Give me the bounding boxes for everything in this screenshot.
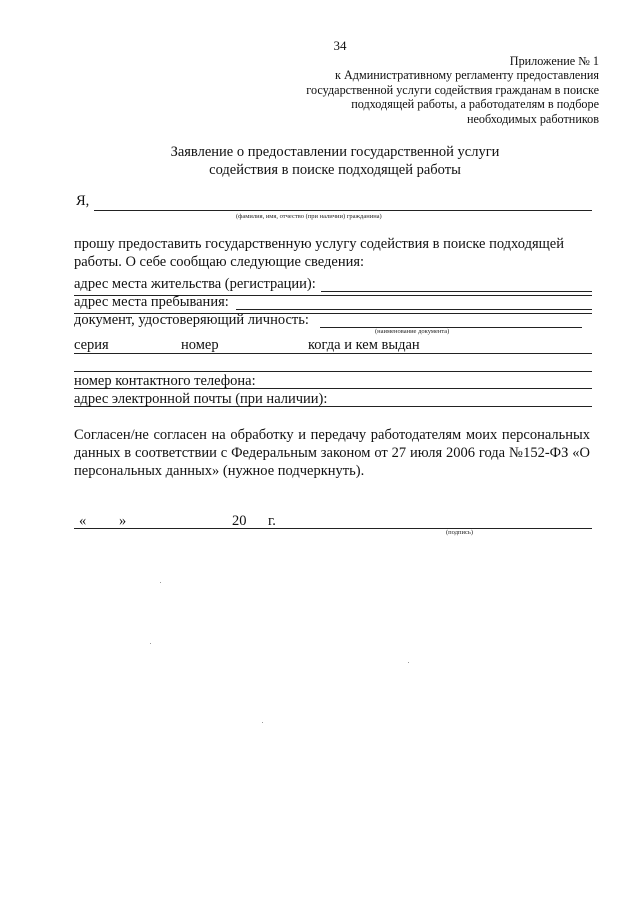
phone-field-line[interactable] [74, 388, 592, 389]
consent-paragraph: Согласен/не согласен на обработку и передачу работодателям моих персональных данных в соответствии с Федеральным законом от 27 июля 2006 года №152-ФЗ «О персональных данных» (нужное подчеркнуть). [74, 427, 590, 479]
appendix-block [306, 54, 599, 126]
residence-address-field-line[interactable] [321, 291, 592, 292]
appendix-line: необходимых работников [466, 111, 599, 126]
scan-speck [150, 643, 151, 644]
id-document-field-line[interactable] [320, 327, 582, 328]
request-text-line-1: прошу предоставить государственную услугу содействия в поиске подходящей [74, 236, 564, 252]
date-open-quote: « [79, 513, 87, 529]
appendix-line: подходящей работы, а работодателям в подборе [351, 97, 599, 112]
document-title [0, 143, 640, 179]
date-close-quote: » [119, 513, 127, 529]
fio-hint: (фамилия, имя, отчество (при наличии) гражданина) [236, 213, 382, 220]
document-title-line-2: содействия в поиске подходящей работы [209, 162, 461, 178]
id-details-extra-line[interactable] [74, 371, 592, 372]
stay-address-field-line[interactable] [236, 309, 592, 310]
year-suffix: г. [268, 513, 276, 529]
email-label: адрес электронной почты (при наличии): [74, 391, 328, 407]
residence-address-label: адрес места жительства (регистрации): [74, 276, 316, 292]
page-number: 34 [333, 38, 347, 53]
year-prefix: 20 [232, 513, 247, 529]
scan-speck [262, 722, 263, 723]
request-text-line-2: работы. О себе сообщаю следующие сведения: [74, 254, 365, 270]
number-label: номер [181, 337, 219, 353]
phone-label: номер контактного телефона: [74, 373, 256, 389]
series-label: серия [74, 337, 109, 353]
id-document-hint: (наименование документа) [375, 328, 450, 335]
id-details-field-line[interactable] [74, 353, 592, 354]
scan-speck [160, 582, 161, 583]
email-field-line[interactable] [74, 406, 592, 407]
i-label: Я, [76, 193, 90, 209]
scan-speck [408, 662, 409, 663]
appendix-line: государственной услуги содействия гражданам в поиске [306, 82, 599, 97]
stay-address-label: адрес места пребывания: [74, 294, 229, 310]
fio-field-line[interactable] [94, 210, 592, 211]
issued-by-label: когда и кем выдан [308, 337, 420, 353]
appendix-title: Приложение № 1 [509, 54, 599, 68]
signature-hint: (подпись) [446, 529, 473, 536]
id-document-label: документ, удостоверяющий личность: [74, 312, 309, 328]
date-signature-line[interactable] [74, 528, 592, 529]
document-title-line-1: Заявление о предоставлении государственной услуги [170, 144, 500, 160]
appendix-line: к Административному регламенту предоставления [335, 68, 599, 83]
